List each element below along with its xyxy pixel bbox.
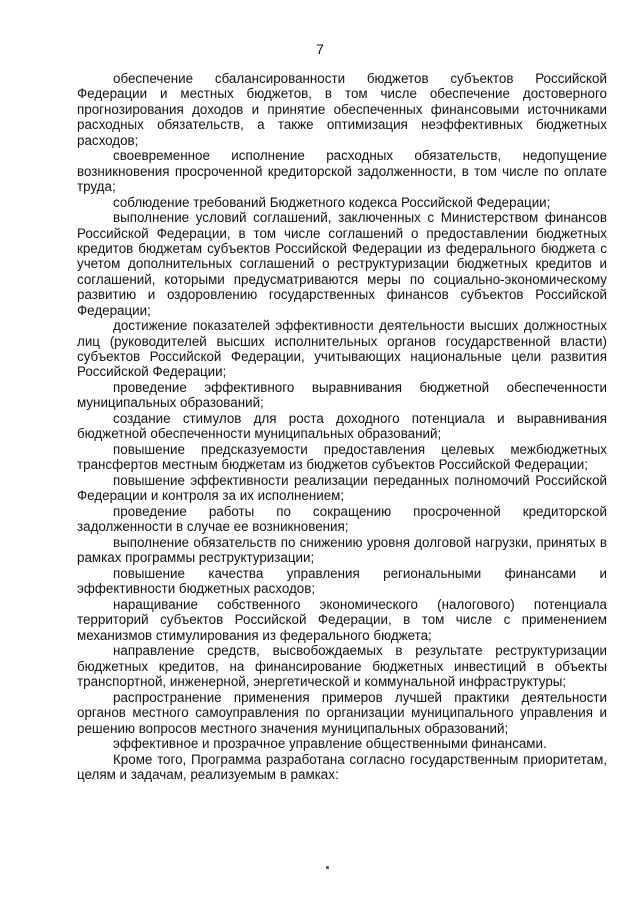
- paragraph: наращивание собственного экономического (налогового) потенциала территорий субъектов Российской Федерации, в том числе с применением механизмов стимулирования из федерального бюджета;: [77, 597, 607, 643]
- paragraph: эффективное и прозрачное управление общественными финансами.: [113, 736, 547, 752]
- paragraph: Кроме того, Программа разработана согласно государственным приоритетам, целям и задачам, реализуемым в рамках:: [77, 751, 607, 783]
- paragraph: распространение применения примеров лучшей практики деятельности органов местного самоуправления по организации муниципального управления и решению вопросов местного значения муниципальных образований;: [77, 689, 607, 736]
- paragraph: своевременное исполнение расходных обязательств, недопущение возникновения просроченной кредиторской задолженности, в том числе по оплате труда;: [77, 148, 607, 195]
- paragraph: соблюдение требований Бюджетного кодекса Российской Федерации;: [113, 194, 551, 210]
- paragraph: направление средств, высвобождаемых в результате реструктуризации бюджетных кредитов, на финансирование бюджетных инвестиций в объекты транспортной, инженерной, энергетической и коммунальной инфраструктуры;: [77, 643, 607, 690]
- scan-speck: [326, 866, 329, 869]
- paragraph: проведение эффективного выравнивания бюджетной обеспеченности муниципальных образований;: [77, 380, 607, 411]
- paragraph: повышение эффективности реализации переданных полномочий Российской Федерации и контроля за их исполнением;: [77, 473, 607, 504]
- paragraph: выполнение условий соглашений, заключенных с Министерством финансов Российской Федерации, в том числе соглашений о предоставлении бюджетных кредитов бюджетам субъектов Российской Федерации из федерального бюджета с учетом дополнительных соглашений о реструктуризации бюджетных кредитов и соглашений, которыми предусматриваются меры по социально-экономическому развитию и оздоровлению государственных финансов субъектов Российской Федерации;: [77, 210, 607, 318]
- paragraph: обеспечение сбалансированности бюджетов субъектов Российской Федерации и местных бюджетов, в том числе обеспечение достоверного прогнозирования доходов и принятие обеспеченных финансовыми источниками расходных обязательств, а также оптимизация неэффективных бюджетных расходов;: [77, 71, 607, 148]
- paragraph: выполнение обязательств по снижению уровня долговой нагрузки, принятых в рамках программы реструктуризации;: [77, 535, 607, 566]
- paragraph: создание стимулов для роста доходного потенциала и выравнивания бюджетной обеспеченности муниципальных образований;: [77, 411, 607, 442]
- page-number: 7: [316, 41, 324, 57]
- paragraph: достижение показателей эффективности деятельности высших должностных лиц (руководителей высших исполнительных органов государственной власти) субъектов Российской Федерации, учитывающих национальные цели развития Российской Федерации;: [77, 318, 607, 380]
- paragraph: проведение работы по сокращению просроченной кредиторской задолженности в случае ее возникновения;: [77, 504, 607, 535]
- paragraph: повышение предсказуемости предоставления целевых межбюджетных трансфертов местным бюджетам из бюджетов субъектов Российской Федерации;: [77, 442, 607, 473]
- paragraph: повышение качества управления региональными финансами и эффективности бюджетных расходов;: [77, 566, 607, 597]
- document-body: [77, 71, 607, 783]
